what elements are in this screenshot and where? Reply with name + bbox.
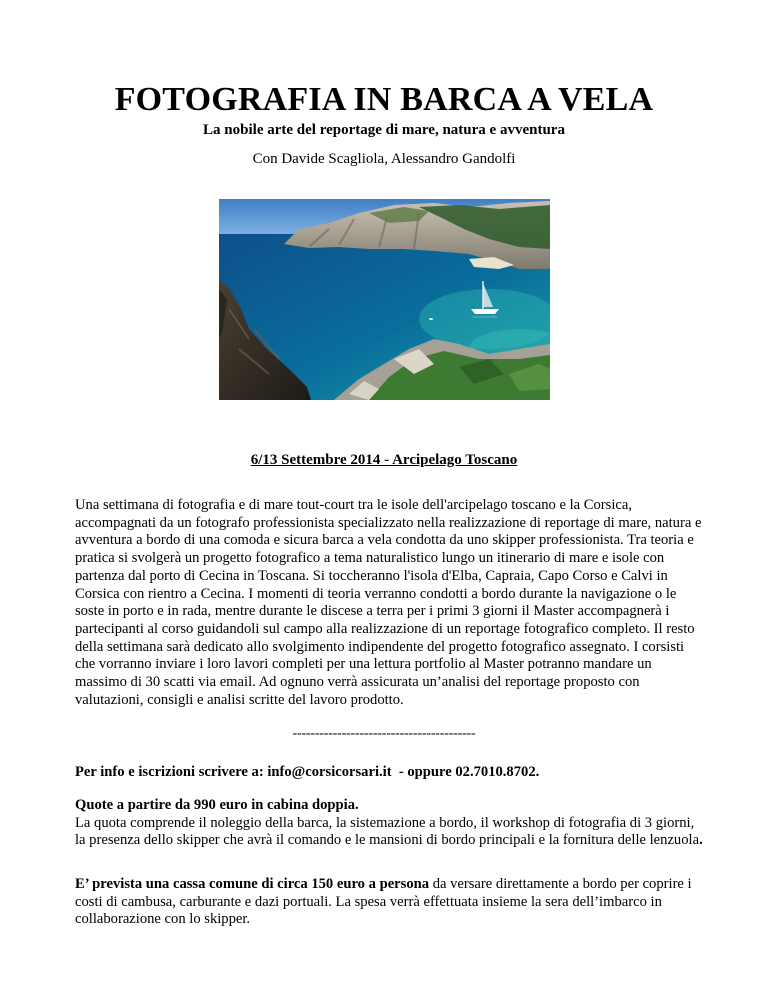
price-details: La quota comprende il noleggio della barca, la sistemazione a bordo, il workshop di fotografia di 3 giorni, la presenza dello skipper che avrà il comando e le mansioni di bordo principali e la fornitura delle lenzuola <box>75 814 700 849</box>
course-description: Una settimana di fotografia e di mare tout-court tra le isole dell'arcipelago toscano e la Corsica, accompagnati da un fotografo professionista specializzato nella realizzazione di reportage di mare, natura e avventura a bordo di una comoda e sicura barca a vela condotta da uno skipper professionista. Tra teoria e pratica si svolgerà un progetto fotografico a tema naturalistico lungo un itinerario di mare e isole con partenza dal porto di Cecina in Toscana. Si toccheranno l'isola d'Elba, Capraia, Capo Corso e Calvi in Corsica con rientro a Cecina. I momenti di teoria verranno condotti a bordo durante la navigazione o le soste in porto e in rada, mentre durante le discese a terra per i primi 3 giorni il Master accompagnerà i partecipanti al corso guidandoli sul campo alla realizzazione di un reportage fotografico completo. Il resto della settimana sarà dedicato allo svolgimento indipendente del progetto fotografico assegnato. I corsisti che vorranno inviare i loro lavori completi per una lettura portfolio al Master potranno mandare un massimo di 30 scatti via email. Ad ognuno verrà assicurata un’analisi del reportage proposto con valutazioni, consigli e analisi scritte del lavoro prodotto. <box>75 497 702 708</box>
page-subtitle: La nobile arte del reportage di mare, natura e avventura <box>203 122 565 138</box>
price-heading: Quote a partire da 990 euro in cabina doppia. <box>75 797 359 813</box>
contact-info: Per info e iscrizioni scrivere a: info@corsicorsari.it - oppure 02.7010.8702. <box>75 764 540 780</box>
common-fund-details: da versare direttamente a bordo per coprire i costi di cambusa, carburante e dazi portuali. La spesa verrà effettuata insieme la sera dell’imbarco in collaborazione con lo skipper. <box>75 876 692 928</box>
coastline-sailboat-photo <box>219 199 550 400</box>
page-title: FOTOGRAFIA IN BARCA A VELA <box>114 81 654 118</box>
common-fund-section <box>75 876 705 929</box>
price-details-period: . <box>699 832 703 849</box>
dashed-separator: ----------------------------------------- <box>292 726 476 741</box>
event-dates-heading: 6/13 Settembre 2014 - Arcipelago Toscano <box>250 452 518 468</box>
price-section <box>75 797 705 850</box>
common-fund-heading: E’ prevista una cassa comune di circa 150 euro a persona <box>75 876 430 892</box>
authors-line: Con Davide Scagliola, Alessandro Gandolfi <box>252 151 516 167</box>
